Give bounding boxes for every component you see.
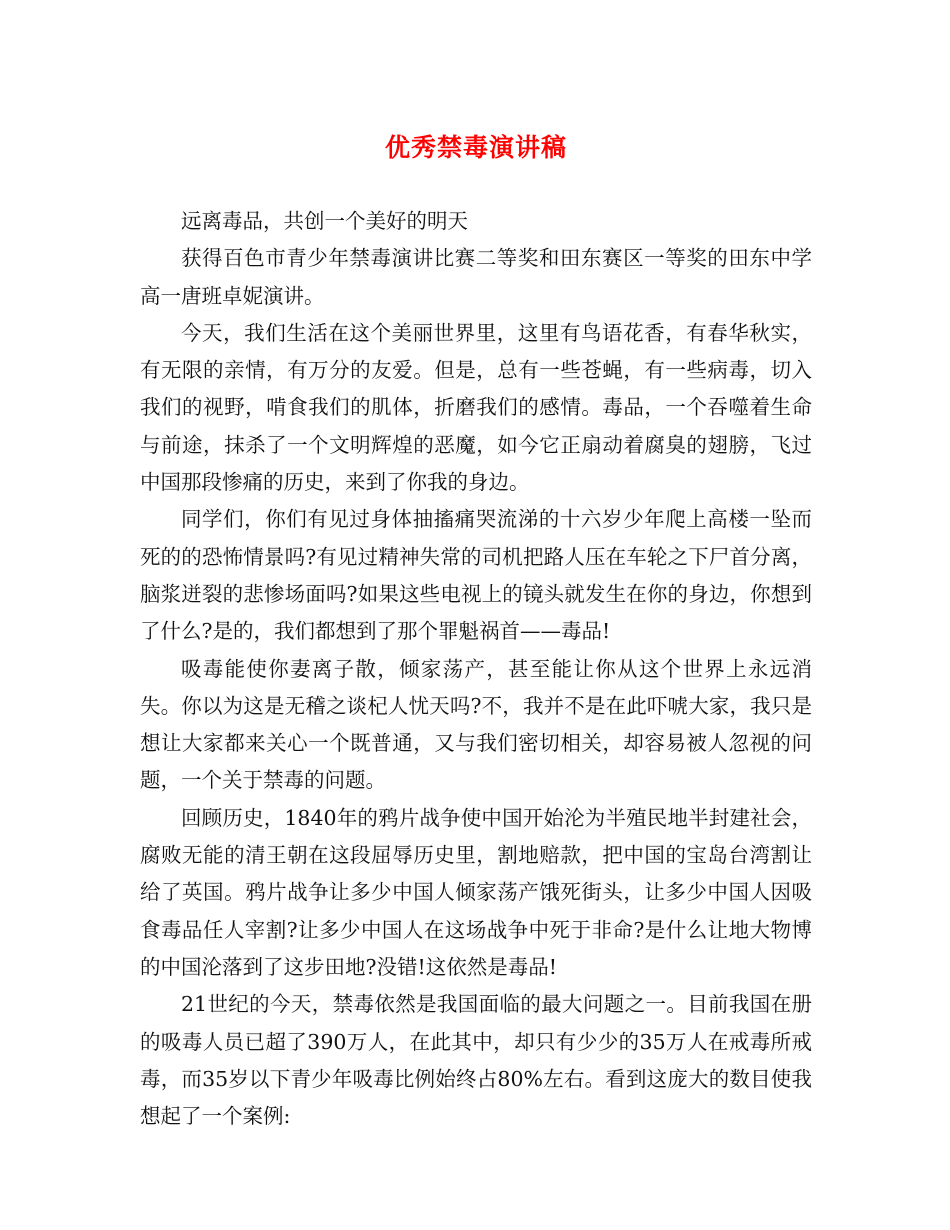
paragraph: 21世纪的今天，禁毒依然是我国面临的最大问题之一。目前我国在册的吸毒人员已超了390万人，在此其中，却只有少少的35万人在戒毒所戒毒，而35岁以下青少年吸毒比例始终占80%左右。看到这庞大的数目使我想起了一个案例: <box>140 992 812 1129</box>
paragraph: 同学们，你们有见过身体抽搐痛哭流涕的十六岁少年爬上高楼一坠而死的的恐怖情景吗?有见过精神失常的司机把路人压在车轮之下尸首分离，脑浆迸裂的悲惨场面吗?如果这些电视上的镜头就发生在你的身边，你想到了什么?是的，我们都想到了那个罪魁祸首——毒品! <box>140 507 812 644</box>
paragraph: 获得百色市青少年禁毒演讲比赛二等奖和田东赛区一等奖的田东中学高一唐班卓妮演讲。 <box>140 246 812 308</box>
paragraph: 回顾历史，1840年的鸦片战争使中国开始沦为半殖民地半封建社会，腐败无能的清王朝在这段屈辱历史里，割地赔款，把中国的宝岛台湾割让给了英国。鸦片战争让多少中国人倾家荡产饿死街头，让多少中国人因吸食毒品任人宰割?让多少中国人在这场战争中死于非命?是什么让地大物博的中国沦落到了这步田地?没错!这依然是毒品! <box>140 805 812 979</box>
paragraph: 今天，我们生活在这个美丽世界里，这里有鸟语花香，有春华秋实，有无限的亲情，有万分的友爱。但是，总有一些苍蝇，有一些病毒，切入我们的视野，啃食我们的肌体，折磨我们的感情。毒品，一个吞噬着生命与前途，抹杀了一个文明辉煌的恶魔，如今它正扇动着腐臭的翅膀，飞过中国那段惨痛的历史，来到了你我的身边。 <box>140 320 812 495</box>
document-title: 优秀禁毒演讲稿 <box>384 133 567 162</box>
paragraph: 远离毒品，共创一个美好的明天 <box>181 209 468 233</box>
paragraph: 吸毒能使你妻离子散，倾家荡产，甚至能让你从这个世界上永远消失。你以为这是无稽之谈杞人忧天吗?不，我并不是在此吓唬大家，我只是想让大家都来关心一个既普通，又与我们密切相关，却容易被人忽视的问题，一个关于禁毒的问题。 <box>140 656 812 793</box>
document-body <box>140 203 812 1135</box>
